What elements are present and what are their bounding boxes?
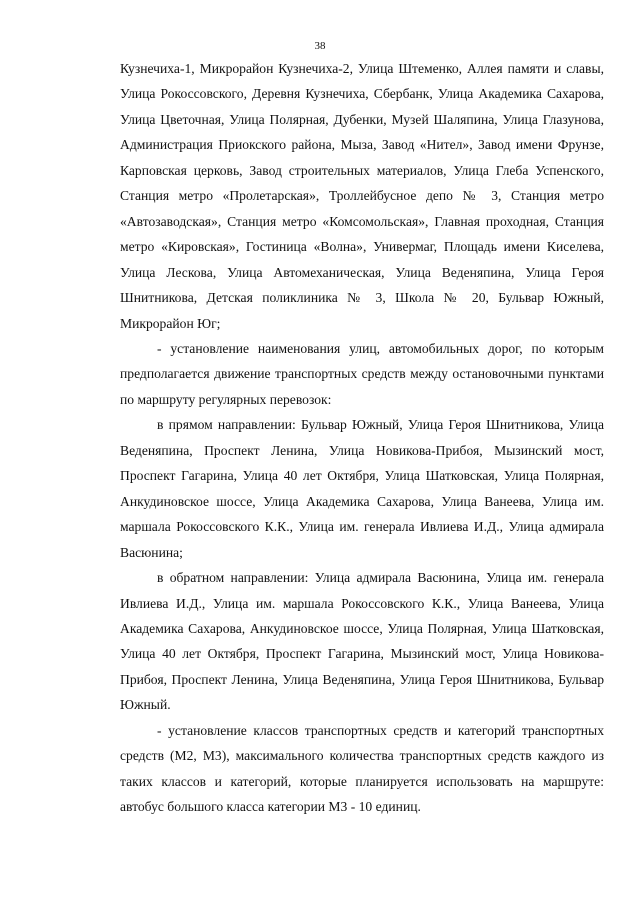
paragraph-vehicle-classes: - установление классов транспортных средств и категорий транспортных средств (М2, М3), максимального количества транспортных средств каждого из таких классов и категорий, которые планируется использовать на маршруте: автобус большого класса категории М3 - 10 единиц. bbox=[120, 722, 604, 815]
body-text bbox=[120, 56, 604, 820]
paragraph-streets-intro: - установление наименования улиц, автомобильных дорог, по которым предполагается движение транспортных средств между остановочными пунктами по маршруту регулярных перевозок: bbox=[120, 340, 604, 407]
paragraph-reverse-direction: в обратном направлении: Улица адмирала Васюнина, Улица им. генерала Ивлиева И.Д., Улица им. маршала Рокоссовского К.К., Улица Ванеева, Улица Академика Сахарова, Анкудиновское шоссе, Улица Полярная, Улица Шатковская, Улица 40 лет Октября, Проспект Гагарина, Мызинский мост, Улица Новикова-Прибоя, Проспект Ленина, Улица Веденяпина, Улица Героя Шнитникова, Бульвар Южный. bbox=[120, 570, 604, 713]
paragraph-stop-list-continuation: Кузнечиха-1, Микрорайон Кузнечиха-2, Улица Штеменко, Аллея памяти и славы, Улица Рокоссовского, Деревня Кузнечиха, Сбербанк, Улица Академика Сахарова, Улица Цветочная, Улица Полярная, Дубенки, Музей Шаляпина, Улица Глазунова, Администрация Приокского района, Мыза, Завод «Нител», Завод имени Фрунзе, Карповская церковь, Завод строительных материалов, Улица Глеба Успенского, Станция метро «Пролетарская», Троллейбусное депо № 3, Станция метро «Автозаводская», Станция метро «Комсомольская», Главная проходная, Станция метро «Кировская», Гостиница «Волна», Универмаг, Площадь имени Киселева, Улица Лескова, Улица Автомеханическая, Улица Веденяпина, Улица Героя Шнитникова, Детская поликлиника № 3, Школа № 20, Бульвар Южный, Микрорайон Юг; bbox=[120, 61, 604, 331]
paragraph-forward-direction: в прямом направлении: Бульвар Южный, Улица Героя Шнитникова, Улица Веденяпина, Проспект Ленина, Улица Новикова-Прибоя, Мызинский мост, Проспект Гагарина, Улица 40 лет Октября, Улица Шатковская, Улица Полярная, Анкудиновское шоссе, Улица Академика Сахарова, Улица Ванеева, Улица им. маршала Рокоссовского К.К., Улица им. генерала Ивлиева И.Д., Улица адмирала Васюнина; bbox=[120, 417, 604, 560]
page-number: 38 bbox=[314, 40, 326, 52]
